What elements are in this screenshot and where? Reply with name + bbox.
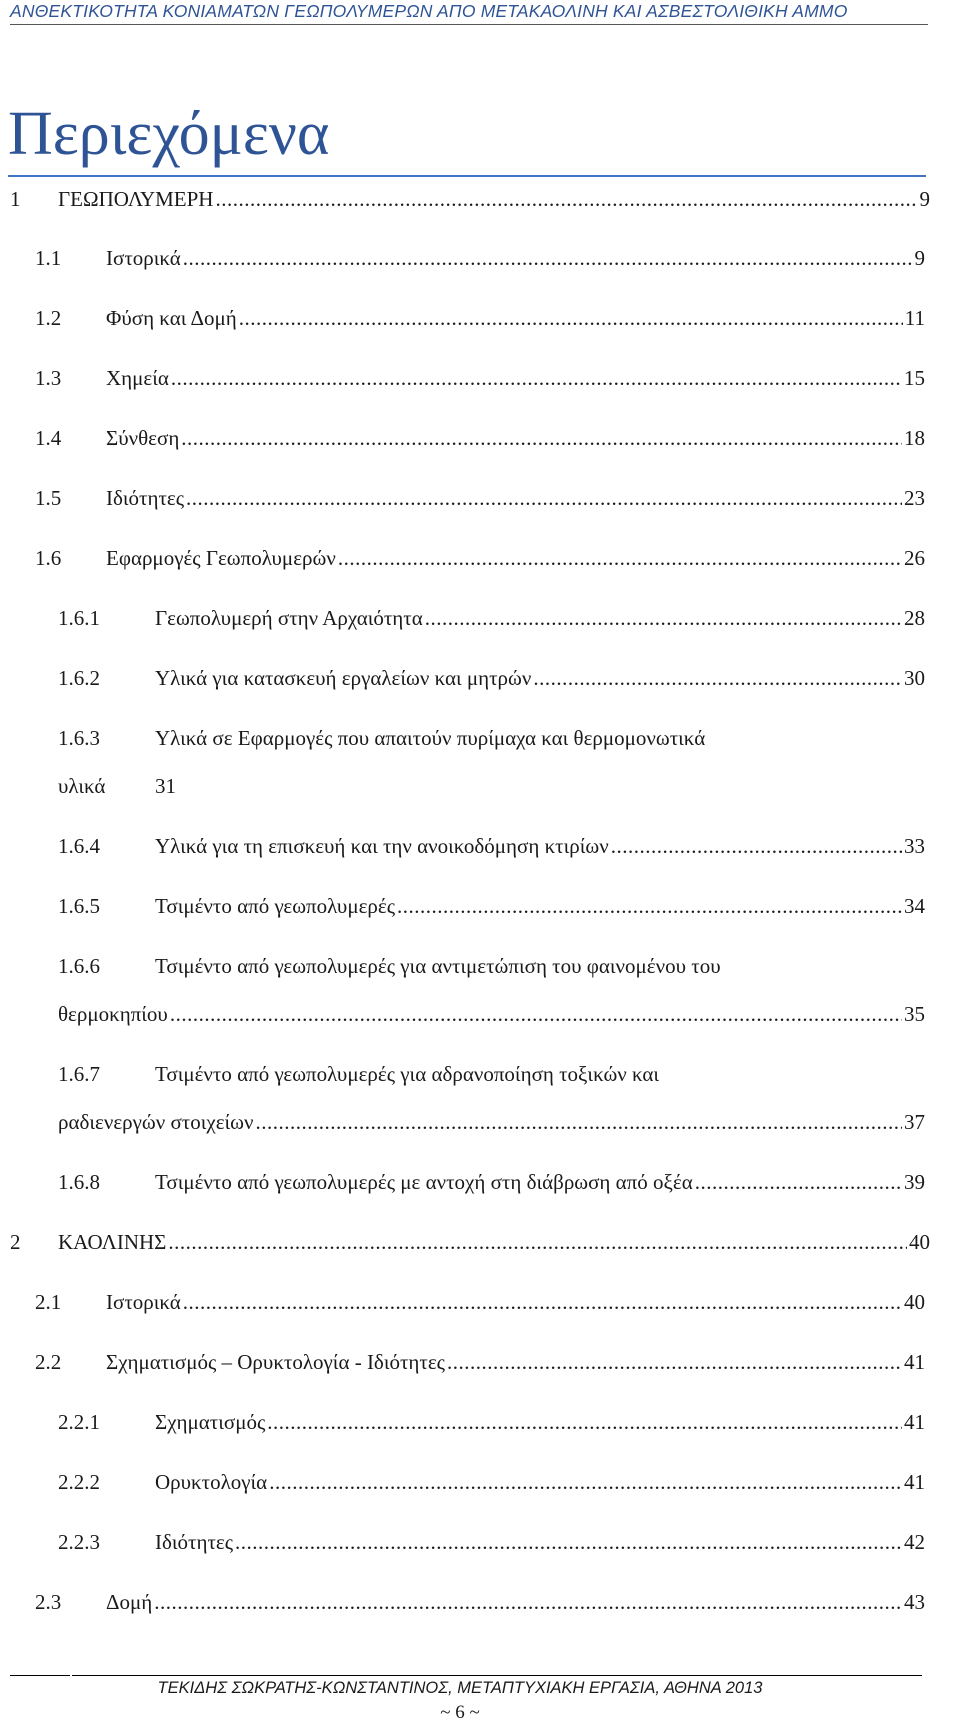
toc-entry-number: 1.6.2 <box>58 666 100 690</box>
toc-entry-2-3[interactable] <box>35 1582 925 1622</box>
toc-entry-page: 39 <box>904 1170 925 1194</box>
toc-entry-page: 33 <box>904 834 925 858</box>
toc-leader-dots <box>256 1102 902 1142</box>
toc-entry-number: 1.5 <box>35 486 62 510</box>
toc-entry-page: 41 <box>904 1350 925 1374</box>
toc-entry-title: Ιστορικά <box>106 1290 181 1314</box>
toc-leader-dots <box>425 598 902 638</box>
toc-entry-title: Ιδιότητες <box>155 1530 234 1554</box>
toc-entry-title: Τσιμέντο από γεωπολυμερές για αδρανοποίηση τοξικών και <box>155 1062 660 1086</box>
toc-entry-title: Τσιμέντο από γεωπολυμερές για αντιμετώπιση του φαινομένου του <box>155 954 721 978</box>
toc-entry-page: 9 <box>914 246 925 270</box>
toc-entry-number: 2.1 <box>35 1290 62 1314</box>
toc-entry-page: 43 <box>904 1590 925 1614</box>
toc-entry-page: 18 <box>904 426 925 450</box>
toc-entry-number: 2.2.2 <box>58 1470 100 1494</box>
toc-entry-number: 1.6 <box>35 546 62 570</box>
footer-author-line: ΤΕΚΙΔΗΣ ΣΩΚΡΑΤΗΣ-ΚΩΝΣΤΑΝΤΙΝΟΣ, ΜΕΤΑΠΤΥΧΙΑΚΗ ΕΡΓΑΣΙΑ, ΑΘΗΝΑ 2013 <box>157 1679 763 1697</box>
toc-entry-title: Φύση και Δομή <box>106 306 237 330</box>
toc-leader-dots <box>168 1222 907 1262</box>
toc-leader-dots <box>183 238 913 278</box>
toc-entry-page: 37 <box>904 1110 925 1134</box>
toc-entry-title: Υλικά για κατασκευή εργαλείων και μητρών <box>155 666 532 690</box>
toc-entry-number: 1 <box>10 187 21 211</box>
toc-leader-dots <box>215 179 917 219</box>
toc-entry-2-2-2[interactable] <box>58 1462 925 1502</box>
toc-leader-dots <box>235 1522 902 1562</box>
toc-entry-page: 30 <box>904 666 925 690</box>
toc-entry-2-2-1[interactable] <box>58 1402 925 1442</box>
toc-entry-number: 2.2 <box>35 1350 62 1374</box>
toc-entry-title: Δομή <box>106 1590 153 1614</box>
toc-leader-dots <box>397 886 902 926</box>
toc-entry-number: 1.3 <box>35 366 62 390</box>
toc-entry-number: 1.6.7 <box>58 1062 100 1086</box>
toc-leader-dots <box>154 1582 902 1622</box>
toc-entry-number: 2.2.3 <box>58 1530 100 1554</box>
toc-leader-dots <box>170 994 902 1034</box>
page-footer <box>0 1676 960 1726</box>
toc-entry-page: 26 <box>904 546 925 570</box>
toc-entry-title: Τσιμέντο από γεωπολυμερές <box>155 894 396 918</box>
toc-entry-title: Ιδιότητες <box>106 486 185 510</box>
toc-leader-dots <box>239 298 903 338</box>
toc-entry-1-5[interactable] <box>35 478 925 518</box>
toc-entry-1[interactable] <box>10 179 930 219</box>
page-number: ~ 6 ~ <box>440 1702 480 1723</box>
toc-entry-title: Σχηματισμός – Ορυκτολογία - Ιδιότητες <box>106 1350 445 1374</box>
toc-entry-title: ΓΕΩΠΟΛΥΜΕΡΗ <box>58 187 214 211</box>
toc-entry-1-3[interactable] <box>35 358 925 398</box>
toc-entry-page: 11 <box>904 306 925 330</box>
toc-entry-number: 2.3 <box>35 1590 62 1614</box>
toc-leader-dots <box>338 538 902 578</box>
toc-entry-title: Σύνθεση <box>106 426 180 450</box>
toc-entry-2-2-3[interactable] <box>58 1522 925 1562</box>
toc-entry-page: 41 <box>904 1470 925 1494</box>
toc-entry-title: Γεωπολυμερή στην Αρχαιότητα <box>155 606 423 630</box>
toc-entry-1-6-1[interactable] <box>58 598 925 638</box>
toc-entry-1-6-2[interactable] <box>58 658 925 698</box>
toc-entry-1-4[interactable] <box>35 418 925 458</box>
toc-entry-title: Υλικά για τη επισκευή και την ανοικοδόμηση κτιρίων <box>155 834 609 858</box>
toc-entry-page: 34 <box>904 894 925 918</box>
toc-entry-number: 1.6.6 <box>58 954 100 978</box>
toc-leader-dots <box>186 478 902 518</box>
toc-leader-dots <box>533 658 902 698</box>
toc-entry-page: 35 <box>904 1002 925 1026</box>
toc-entry-title: Υλικά σε Εφαρμογές που απαιτούν πυρίμαχα και θερμομονωτικά <box>155 726 706 750</box>
toc-entry-title: Χημεία <box>106 366 169 390</box>
toc-leader-dots <box>447 1342 902 1382</box>
toc-entry-2-1[interactable] <box>35 1282 925 1322</box>
toc-entry-title: Εφαρμογές Γεωπολυμερών <box>106 546 336 570</box>
toc-entry-1-6[interactable] <box>35 538 925 578</box>
toc-entry-page: 15 <box>904 366 925 390</box>
toc-entry-page: 23 <box>904 486 925 510</box>
toc-leader-dots <box>183 1282 902 1322</box>
toc-entry-1-6-7[interactable] <box>58 1054 659 1094</box>
toc-entry-number: 1.6.8 <box>58 1170 100 1194</box>
toc-entry-1-6-6-cont[interactable] <box>58 994 925 1034</box>
toc-entry-title-continued: θερμοκηπίου <box>58 1002 168 1026</box>
toc-entry-number: 1.1 <box>35 246 62 270</box>
toc-entry-2[interactable] <box>10 1222 930 1262</box>
toc-leader-dots <box>611 826 902 866</box>
toc-entry-2-2[interactable] <box>35 1342 925 1382</box>
toc-leader-dots <box>269 1462 902 1502</box>
toc-entry-page: 40 <box>909 1230 930 1254</box>
toc-entry-number: 2.2.1 <box>58 1410 100 1434</box>
toc-entry-1-6-8[interactable] <box>58 1162 925 1202</box>
toc-entry-page: 41 <box>904 1410 925 1434</box>
toc-entry-1-6-3-cont[interactable] <box>58 766 176 806</box>
toc-leader-dots <box>171 358 902 398</box>
toc-entry-1-6-4[interactable] <box>58 826 925 866</box>
toc-entry-number: 1.6.3 <box>58 726 100 750</box>
running-header <box>10 0 928 25</box>
toc-entry-1-2[interactable] <box>35 298 925 338</box>
toc-entry-title-continued: υλικά <box>58 774 106 798</box>
toc-entry-page: 42 <box>904 1530 925 1554</box>
toc-entry-title: Σχηματισμός <box>155 1410 266 1434</box>
toc-entry-1-6-6[interactable] <box>58 946 721 986</box>
toc-entry-number: 1.2 <box>35 306 62 330</box>
toc-entry-page: 9 <box>919 187 930 211</box>
toc-entry-number: 1.4 <box>35 426 62 450</box>
toc-entry-number: 2 <box>10 1230 21 1254</box>
toc-entry-number: 1.6.1 <box>58 606 100 630</box>
toc-entry-1-6-5[interactable] <box>58 886 925 926</box>
toc-entry-title: Ορυκτολογία <box>155 1470 268 1494</box>
running-header-text: ΑΝΘΕΚΤΙΚΟΤΗΤΑ ΚΟΝΙΑΜΑΤΩΝ ΓΕΩΠΟΛΥΜΕΡΩΝ ΑΠΟ ΜΕΤΑΚΑΟΛΙΝΗ ΚΑΙ ΑΣΒΕΣΤΟΛΙΘΙΚΗ ΑΜΜΟ <box>10 1 848 21</box>
toc-entry-1-6-7-cont[interactable] <box>58 1102 925 1142</box>
toc-entry-title: Ιστορικά <box>106 246 181 270</box>
toc-entry-number: 1.6.5 <box>58 894 100 918</box>
toc-leader-dots <box>695 1162 902 1202</box>
toc-title: Περιεχόμενα <box>8 93 926 177</box>
toc-entry-1-1[interactable] <box>35 238 925 278</box>
toc-entry-page: 31 <box>155 774 176 798</box>
toc-entry-title-continued: ραδιενεργών στοιχείων <box>58 1110 254 1134</box>
toc-entry-page: 28 <box>904 606 925 630</box>
toc-leader-dots <box>267 1402 902 1442</box>
toc-entry-1-6-3[interactable] <box>58 718 705 758</box>
toc-entry-number: 1.6.4 <box>58 834 100 858</box>
toc-entry-title: ΚΑΟΛΙΝΗΣ <box>58 1230 167 1254</box>
toc-leader-dots <box>181 418 902 458</box>
toc-entry-page: 40 <box>904 1290 925 1314</box>
toc-entry-title: Τσιμέντο από γεωπολυμερές με αντοχή στη διάβρωση από οξέα <box>155 1170 693 1194</box>
